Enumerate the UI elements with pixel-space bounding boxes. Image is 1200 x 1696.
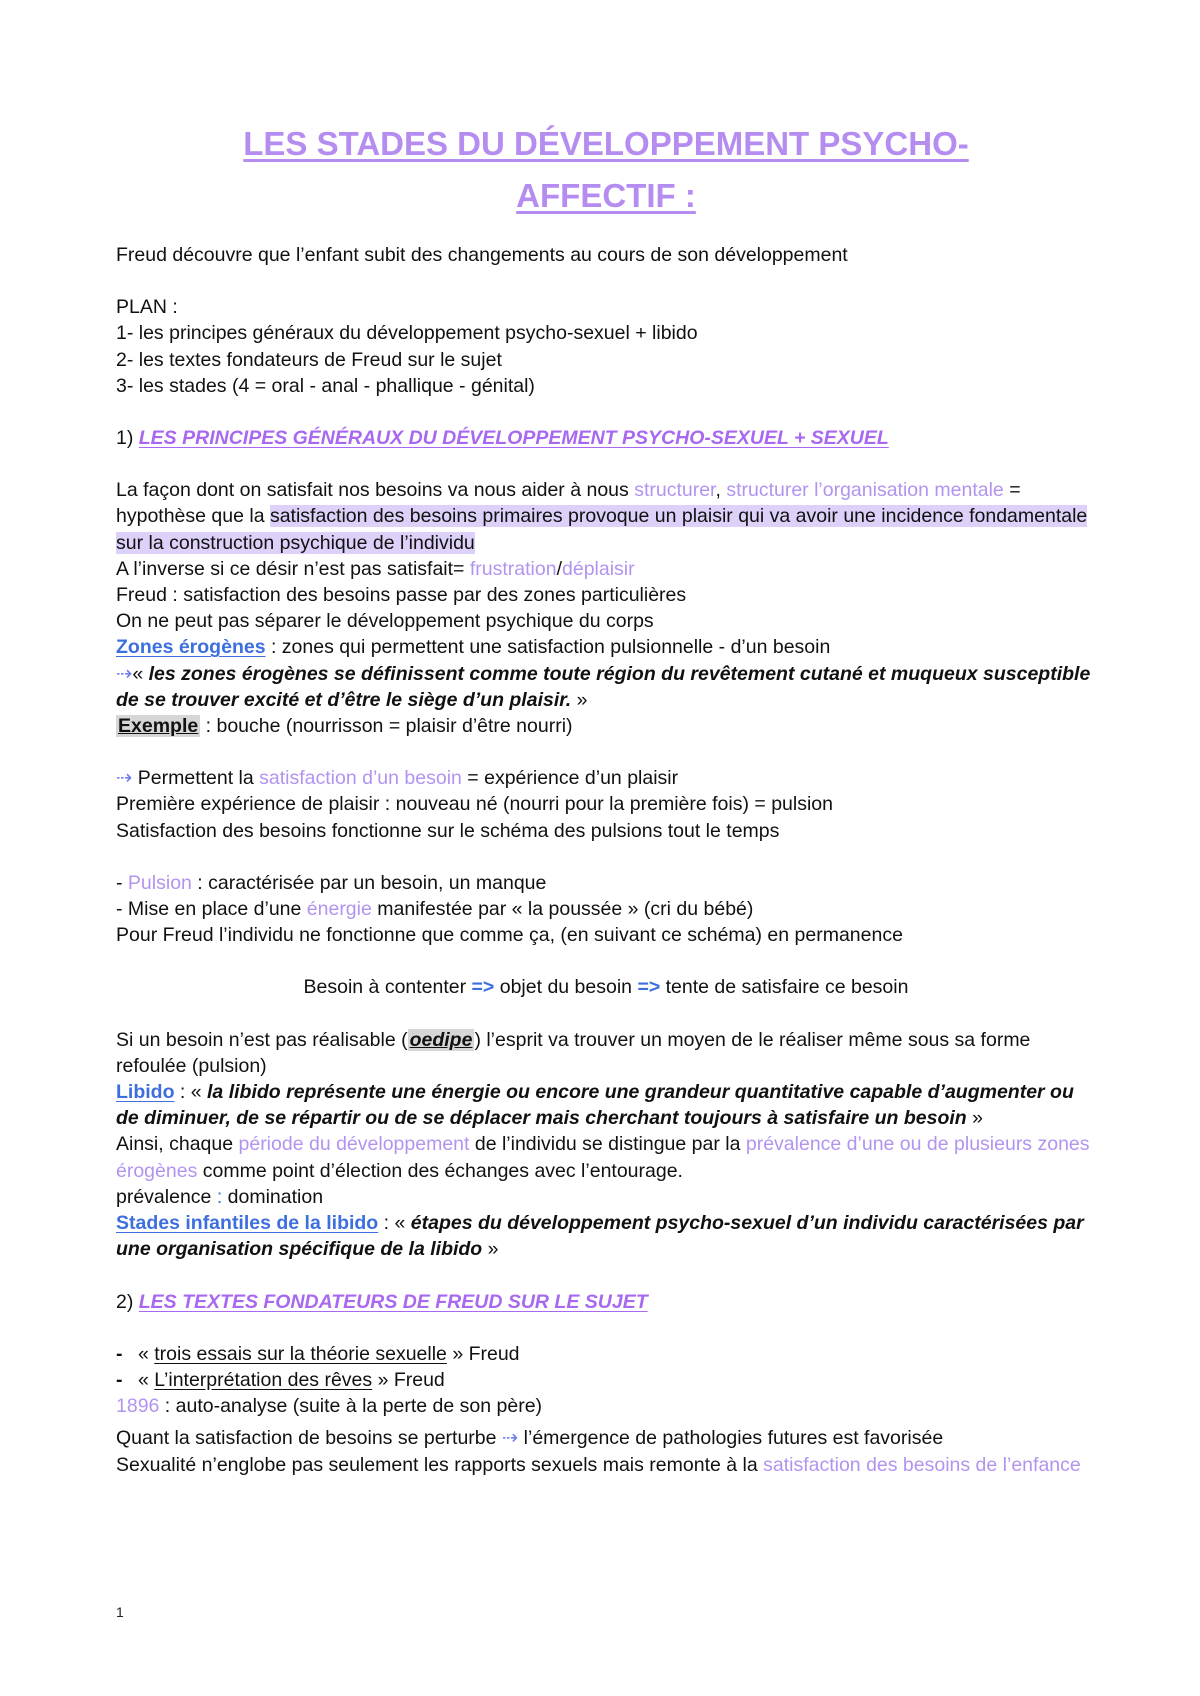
arrow-right-icon: ⇢ <box>116 767 133 790</box>
reference-title: L’interprétation des rêves <box>154 1368 373 1391</box>
highlighted-text: satisfaction des besoins primaires provoque un plaisir qui va avoir une incidence fondamentale sur la construction psychique de l’individu <box>116 505 1088 554</box>
example: Exemple : bouche (nourrisson = plaisir d’être nourri) <box>118 715 573 738</box>
paragraph: Satisfaction des besoins fonctionne sur le schéma des pulsions tout le temps <box>116 819 780 842</box>
quote-zones: ⇢« les zones érogènes se définissent comme toute région du revêtement cutané et muqueux susceptible de se trouver excité et d’être le siège d’un plaisir. » <box>116 662 1091 711</box>
term-zones-erogenes: Zones érogènes <box>116 636 266 659</box>
plan-item: 3- les stades (4 = oral - anal - phallique - génital) <box>116 374 535 397</box>
keyword: structurer l’organisation mentale <box>726 479 1004 502</box>
keyword-oedipe: oedipe <box>409 1028 473 1051</box>
paragraph: On ne peut pas séparer le développement psychique du corps <box>116 610 654 633</box>
definition-libido: Libido : « la libido représente une énergie ou encore une grandeur quantitative capable d’augmenter ou de diminuer, de se répartir ou de se déplacer mais cherchant toujours à satisfaire un besoin » <box>116 1081 1074 1130</box>
section-title: LES PRINCIPES GÉNÉRAUX DU DÉVELOPPEMENT PSYCHO-SEXUEL + SEXUEL <box>138 427 889 450</box>
paragraph: - Mise en place d’une énergie manifestée par « la poussée » (cri du bébé) <box>116 898 754 921</box>
paragraph: Freud : satisfaction des besoins passe par des zones particulières <box>116 584 687 607</box>
reference-title: trois essais sur la théorie sexuelle <box>154 1342 447 1365</box>
paragraph: Quant la satisfaction de besoins se perturbe ⇢ l’émergence de pathologies futures est favorisée <box>116 1427 944 1450</box>
keyword: satisfaction des besoins de l’enfance <box>763 1453 1081 1476</box>
arrow-icon: => <box>471 976 495 999</box>
definition-zones: Zones érogènes : zones qui permettent une satisfaction pulsionnelle - d’un besoin <box>116 636 831 659</box>
paragraph: - Pulsion : caractérisée par un besoin, un manque <box>116 871 547 894</box>
paragraph: Pour Freud l’individu ne fonctionne que comme ça, (en suivant ce schéma) en permanence <box>116 924 903 947</box>
section-2-heading <box>116 1289 1096 1315</box>
plan-label: PLAN : <box>116 296 178 319</box>
keyword: Pulsion <box>127 871 192 894</box>
year: 1896 <box>116 1395 160 1418</box>
keyword: satisfaction d’un besoin <box>259 767 462 790</box>
example-label: Exemple <box>118 715 199 738</box>
keyword: structurer <box>634 479 716 502</box>
section-1-heading <box>116 425 1096 451</box>
paragraph: Sexualité n’englobe pas seulement les rapports sexuels mais remonte à la satisfaction des besoins de l’enfance <box>116 1453 1081 1476</box>
paragraph: La façon dont on satisfait nos besoins va nous aider à nous structurer, structurer l’organisation mentale = hypothèse que la satisfaction des besoins primaires provoque un plaisir qui va avoir une incidence fondamentale sur la construction psychique de l’individu <box>116 479 1088 554</box>
document-page <box>116 118 1096 1478</box>
keyword: période du développement <box>238 1133 470 1156</box>
paragraph: prévalence : domination <box>116 1185 324 1208</box>
document-title: LES STADES DU DÉVELOPPEMENT PSYCHO-AFFECTIF : <box>243 125 969 214</box>
section-title: LES TEXTES FONDATEURS DE FREUD SUR LE SUJET <box>138 1290 648 1313</box>
paragraph: Si un besoin n’est pas réalisable ( oedipe ) l’esprit va trouver un moyen de le réaliser même sous sa forme refoulée (pulsion) <box>116 1028 1031 1077</box>
paragraph: Première expérience de plaisir : nouveau né (nourri pour la première fois) = pulsion <box>116 793 833 816</box>
term-stades-infantiles: Stades infantiles de la libido <box>116 1212 379 1235</box>
reference-item: - « trois essais sur la théorie sexuelle » Freud <box>116 1342 520 1365</box>
intro-text: Freud découvre que l’enfant subit des changements au cours de son développement <box>116 244 848 266</box>
plan-item: 1- les principes généraux du développement psycho-sexuel + libido <box>116 322 698 345</box>
arrow-right-icon: ⇢ <box>501 1427 519 1450</box>
term-libido: Libido <box>116 1081 175 1104</box>
keyword: énergie <box>306 898 372 921</box>
section-number: 1) <box>116 427 134 450</box>
keyword: prévalence d’une ou de plusieurs zones érogènes <box>116 1133 1090 1182</box>
keyword: frustration <box>469 557 557 580</box>
keyword: déplaisir <box>562 557 635 580</box>
plan-item: 2- les textes fondateurs de Freud sur le sujet <box>116 348 502 371</box>
section-number: 2) <box>116 1290 134 1313</box>
paragraph: Ainsi, chaque période du développement de l’individu se distingue par la prévalence d’une ou de plusieurs zones érogènes comme point d’élection des échanges avec l’entourage. <box>116 1133 1090 1182</box>
paragraph: A l’inverse si ce désir n’est pas satisfait= frustration/déplaisir <box>116 557 635 580</box>
page-number: 1 <box>116 1604 124 1620</box>
schema-line: Besoin à contenter => objet du besoin => tente de satisfaire ce besoin <box>303 976 909 999</box>
paragraph: 1896 : auto-analyse (suite à la perte de son père) <box>116 1395 543 1418</box>
arrow-icon: => <box>637 976 661 999</box>
arrow-right-icon: ⇢ <box>116 662 133 685</box>
reference-item: - « L’interprétation des rêves » Freud <box>116 1368 445 1391</box>
definition-stades: Stades infantiles de la libido : « étapes du développement psycho-sexuel d’un individu caractérisées par une organisation spécifique de la libido » <box>116 1212 1084 1261</box>
paragraph: ⇢ Permettent la satisfaction d’un besoin = expérience d’un plaisir <box>116 767 679 790</box>
